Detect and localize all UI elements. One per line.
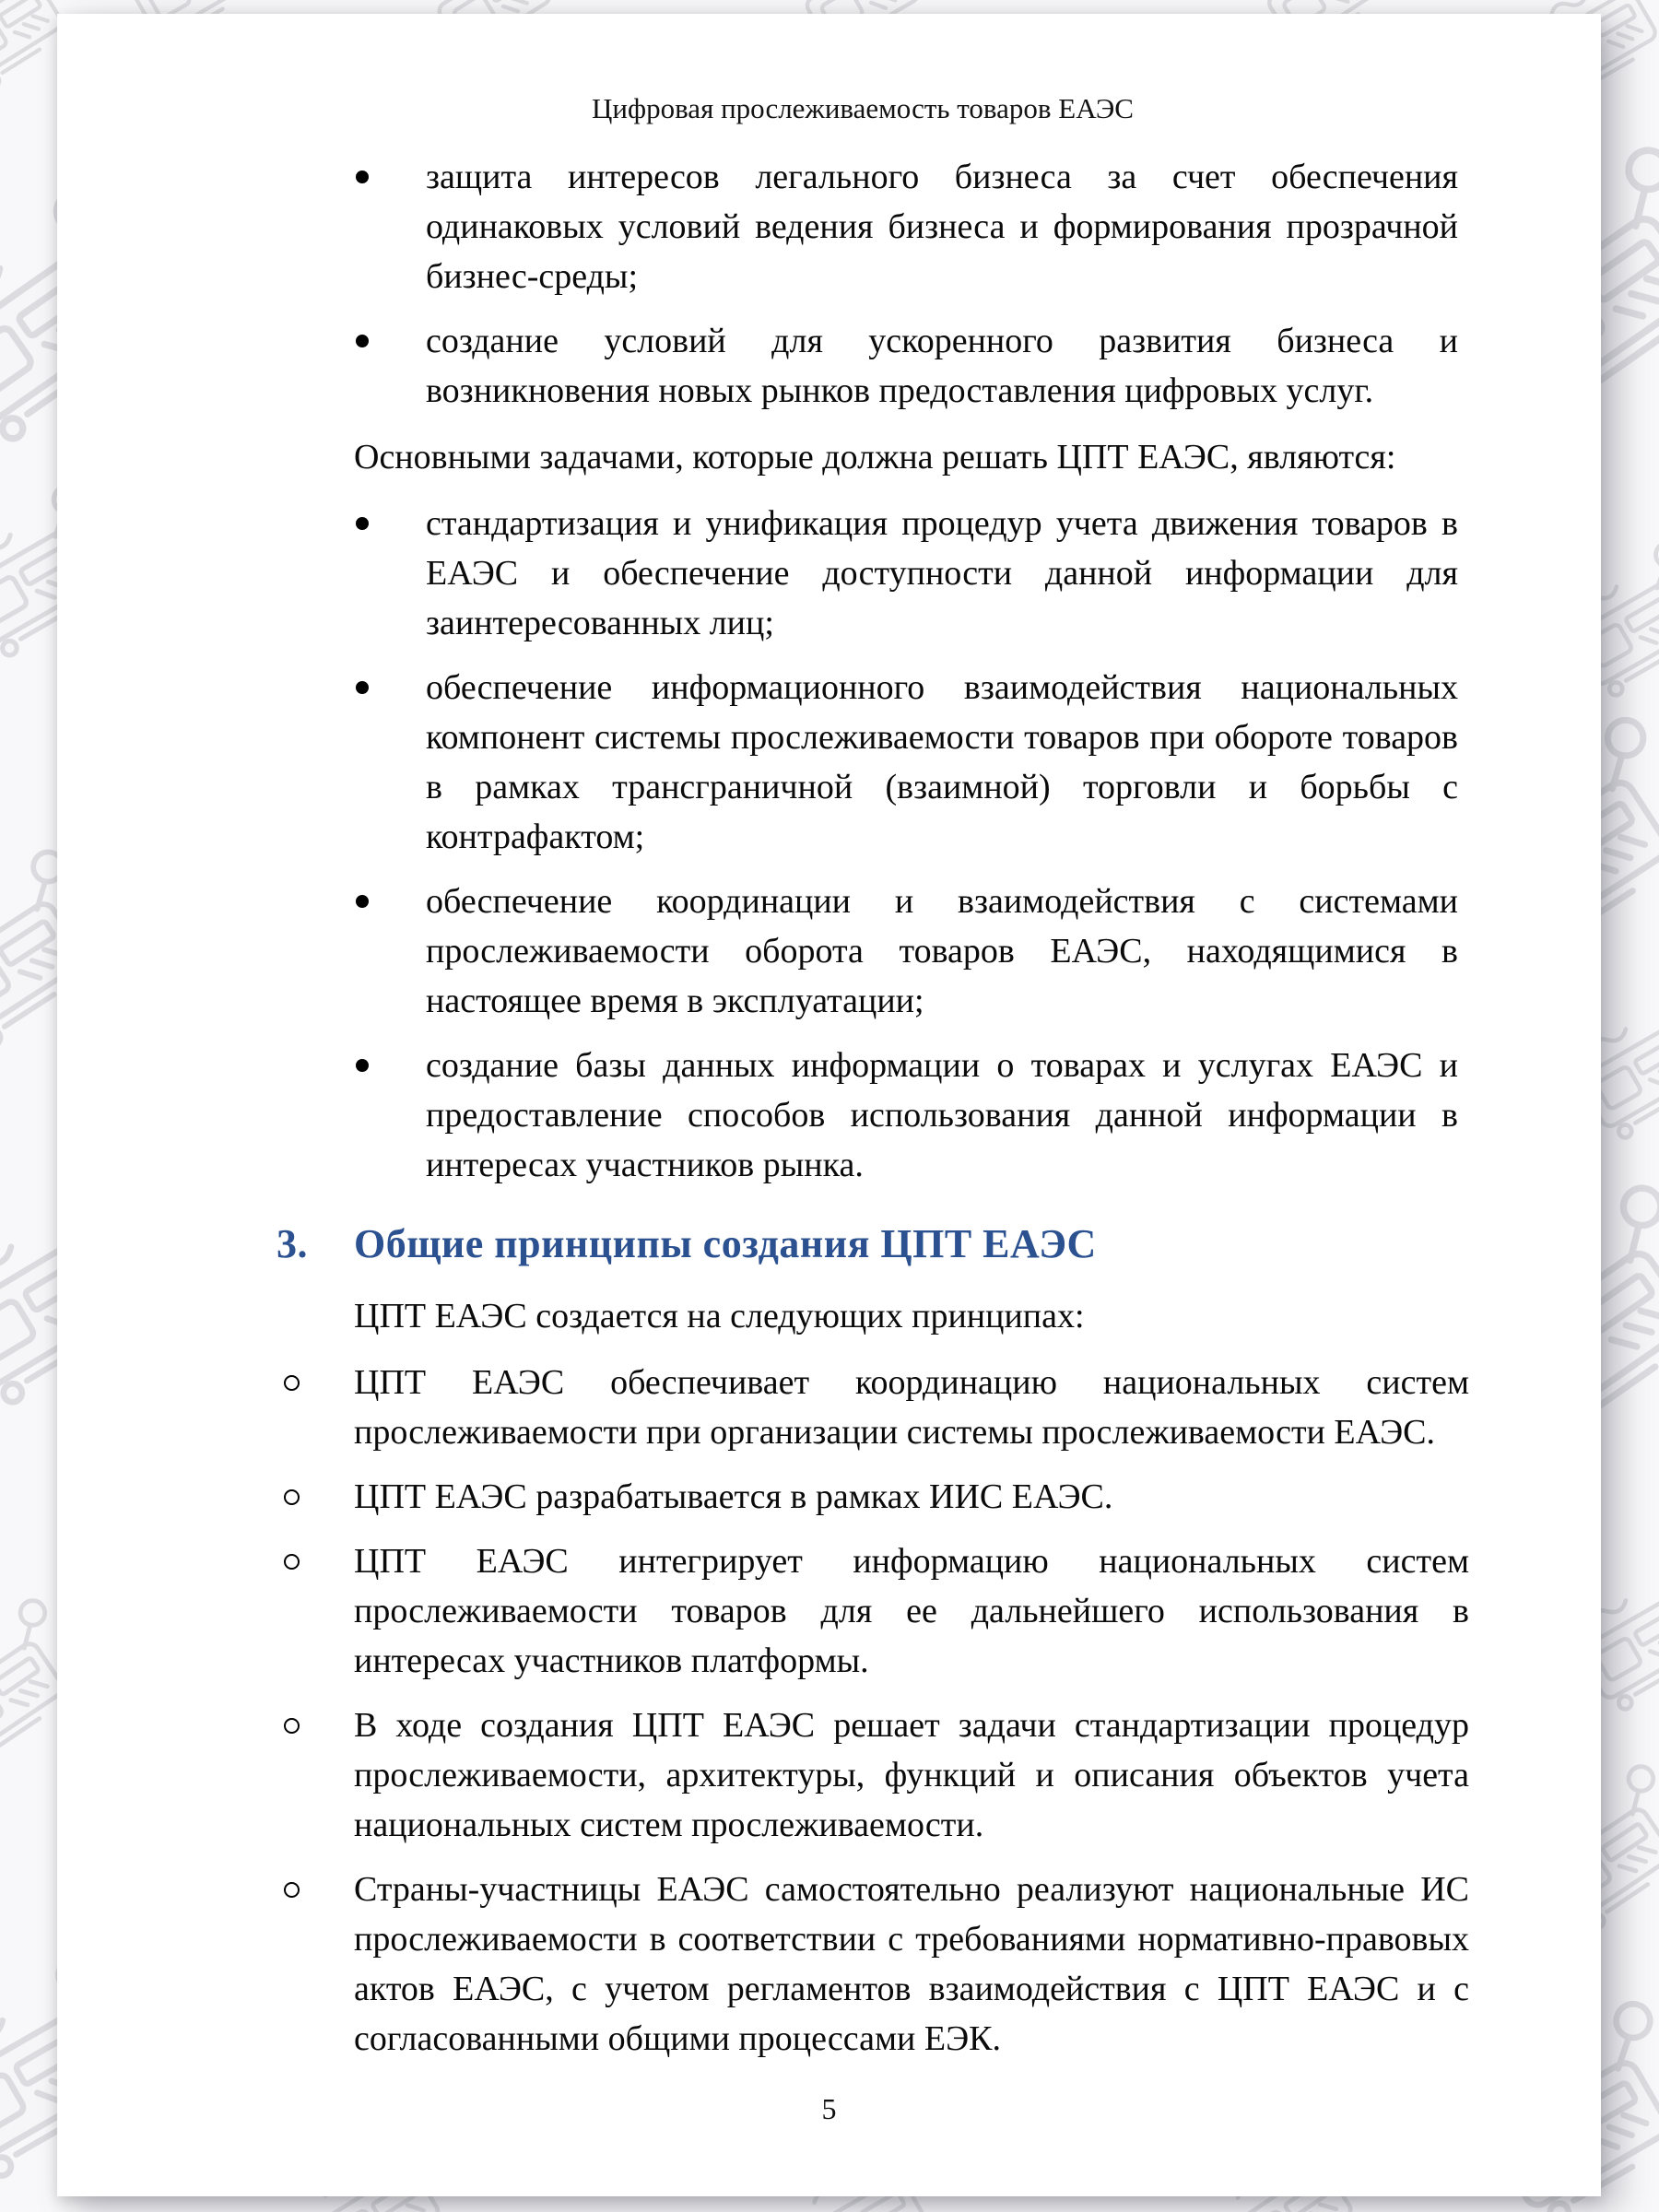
bullet-circle-icon [284, 1375, 300, 1391]
bullet-circle-icon [284, 1718, 300, 1734]
list-item-text: обеспечение информационного взаимодействия национальных компонент системы прослеживаемости товаров при обороте товаров в рамках трансграничной (взаимной) торговли и борьбы с контрафактом; [426, 668, 1458, 856]
list-item [276, 499, 1458, 648]
principles-lead-paragraph: ЦПТ ЕАЭС создается на следующих принципах: [354, 1297, 1085, 1335]
section-number: 3. [276, 1221, 308, 1266]
bullet-disc-icon [356, 171, 369, 183]
list-item-text: В ходе создания ЦПТ ЕАЭС решает задачи стандартизации процедур прослеживаемости, архитектуры, функций и описания объектов учета национальных систем прослеживаемости. [354, 1706, 1469, 1844]
section-heading [276, 1218, 1449, 1271]
bullet-circle-icon [284, 1489, 300, 1505]
list-item-text: ЦПТ ЕАЭС разрабатывается в рамках ИИС ЕАЭС. [354, 1477, 1113, 1516]
running-header: Цифровая прослеживаемость товаров ЕАЭС [592, 92, 1134, 124]
list-item-text: создание условий для ускоренного развития бизнеса и возникновения новых рынков предоставления цифровых услуг. [426, 322, 1458, 410]
list-item [276, 152, 1458, 301]
list-item-text: стандартизация и унификация процедур учета движения товаров в ЕАЭС и обеспечение доступности данной информации для заинтересованных лиц; [426, 504, 1458, 642]
list-item [276, 1472, 1449, 1522]
list-item [276, 663, 1458, 862]
bullet-circle-icon [284, 1554, 300, 1570]
bullet-disc-icon [356, 681, 369, 694]
list-item [276, 316, 1458, 416]
list-item-text: создание базы данных информации о товарах и услугах ЕАЭС и предоставление способов использования данной информации в интересах участников рынка. [426, 1046, 1458, 1184]
list-item-text: ЦПТ ЕАЭС интегрирует информацию национальных систем прослеживаемости товаров для ее дальнейшего использования в интересах участников платформы. [354, 1542, 1469, 1680]
list-item-text: ЦПТ ЕАЭС обеспечивает координацию национальных систем прослеживаемости при организации системы прослеживаемости ЕАЭС. [354, 1363, 1469, 1452]
page-content [57, 14, 1601, 2064]
page-number: 5 [821, 2092, 837, 2125]
list-item-text: защита интересов легального бизнеса за счет обеспечения одинаковых условий ведения бизнеса и формирования прозрачной бизнес-среды; [426, 158, 1458, 296]
list-item [276, 1865, 1469, 2064]
list-item-text: обеспечение координации и взаимодействия с системами прослеживаемости оборота товаров ЕАЭС, находящимися в настоящее время в эксплуатации; [426, 882, 1458, 1020]
list-item [276, 1358, 1469, 1457]
bullet-disc-icon [356, 517, 369, 530]
bullet-circle-icon [284, 1882, 300, 1898]
list-item [276, 1700, 1469, 1850]
bullet-disc-icon [356, 1059, 369, 1072]
bullet-disc-icon [356, 335, 369, 347]
list-item-text: Страны-участницы ЕАЭС самостоятельно реализуют национальные ИС прослеживаемости в соответствии с требованиями нормативно-правовых актов ЕАЭС, с учетом регламентов взаимодействия с ЦПТ ЕАЭС и с согласованными общими процессами ЕЭК. [354, 1870, 1469, 2058]
tasks-lead-paragraph: Основными задачами, которые должна решать ЦПТ ЕАЭС, являются: [354, 438, 1396, 477]
list-item [276, 877, 1458, 1026]
document-page [57, 14, 1601, 2196]
section-title: Общие принципы создания ЦПТ ЕАЭС [354, 1221, 1097, 1266]
list-item [276, 1536, 1469, 1686]
bullet-disc-icon [356, 895, 369, 908]
list-item [276, 1041, 1458, 1190]
